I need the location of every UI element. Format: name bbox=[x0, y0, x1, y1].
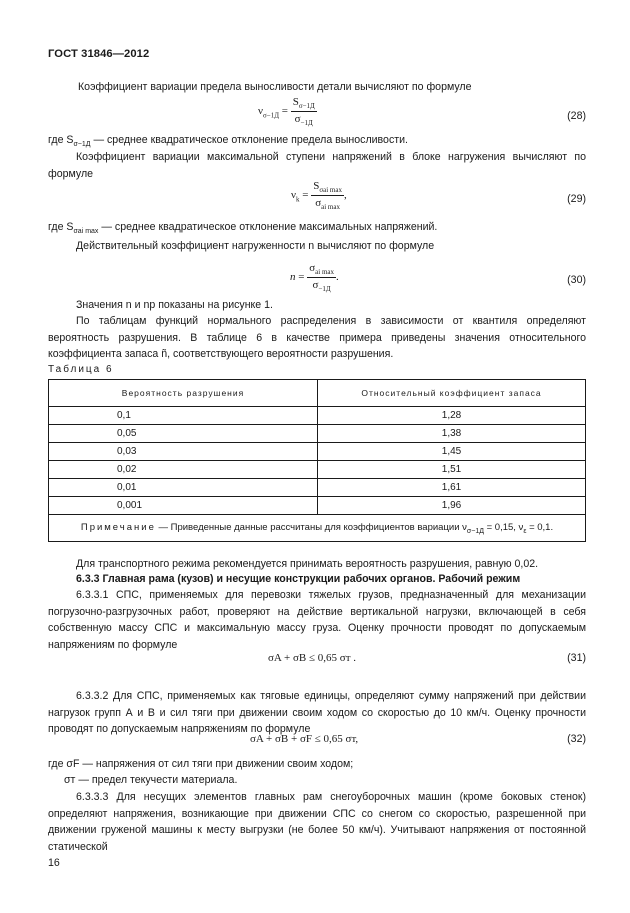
table-6-header-coefficient: Относительный коэффициент запаса bbox=[318, 380, 586, 407]
paragraph-def-sigma-t: σт — предел текучести материала. bbox=[64, 774, 238, 786]
paragraph-transport-mode: Для транспортного режима рекомендуется принимать вероятность разрушения, равную 0,02. bbox=[76, 558, 539, 570]
paragraph-def-sigma-f: где σF — напряжения от сил тяги при движении своим ходом; bbox=[48, 758, 354, 770]
equation-31: σA + σB ≤ 0,65 σт . bbox=[268, 652, 357, 664]
equation-28: $\nu_{\sigma-1Д}$ = $\frac{S_{\sigma-1Д}}{\sigma_{-1Д}}$ bbox=[258, 96, 315, 128]
table-6 bbox=[48, 379, 586, 542]
paragraph-cv-max-stage: Коэффициент вариации максимальной ступени напряжений в блоке нагружения вычисляют по формуле bbox=[48, 151, 586, 180]
paragraph-6-3-3-3: 6.3.3.3 Для несущих элементов главных рам снегоуборочных машин (кроме боковых стенок) определяют напряжения, возникающие при движении СПС со снегом со скоростью, разрешенной при движении груженой машины к месту выгрузки (не более 50 км/ч). Учитывают напряжения от постоянной статической bbox=[48, 791, 586, 853]
paragraph-normal-dist: По таблицам функций нормального распределения в зависимости от квантиля определяют вероятность разрушения. В таблице 6 в качестве примера приведены значения относительного коэффициента запаса ñ, соответствующего вероятности разрушения. bbox=[48, 315, 586, 360]
equation-28-number: (28) bbox=[567, 110, 586, 122]
paragraph-actual-load: Действительный коэффициент нагруженности n вычисляют по формуле bbox=[76, 240, 435, 252]
table-6-note: Примечание — Приведенные данные рассчитаны для коэффициентов вариации $\nu_{\sigma-1Д} = 0,15$, $\nu_\varepsilon = 0,1$. bbox=[49, 515, 586, 542]
table-row: 0,03 1,45 bbox=[49, 443, 586, 461]
paragraph-values-n: Значения n и nр показаны на рисунке 1. bbox=[76, 299, 273, 311]
equation-30: n = $\frac{\sigma_{ai max}}{\sigma_{-1Д}}$ . bbox=[290, 262, 339, 294]
table-6-caption: Таблица 6 bbox=[48, 364, 114, 375]
table-row: 0,001 1,96 bbox=[49, 497, 586, 515]
equation-29-number: (29) bbox=[567, 193, 586, 205]
equation-30-number: (30) bbox=[567, 274, 586, 286]
section-heading-6-3-3: 6.3.3 Главная рама (кузов) и несущие конструкции рабочих органов. Рабочий режим bbox=[76, 573, 521, 585]
paragraph-6-3-3-2: 6.3.3.2 Для СПС, применяемых как тяговые единицы, определяют сумму напряжений при действии нагрузок групп А и В и сил тяги при движении своим ходом со скоростью до 10 км/ч. Оценку прочности проводят по допускаемым напряжениям по формуле bbox=[48, 690, 586, 735]
equation-29: $\nu_k$ = $\frac{S_{\sigma ai max}}{\sigma_{ai max}}$ , bbox=[291, 180, 347, 212]
table-row: 0,1 1,28 bbox=[49, 407, 586, 425]
document-header: ГОСТ 31846—2012 bbox=[48, 48, 150, 60]
table-row: 0,02 1,51 bbox=[49, 461, 586, 479]
page-number: 16 bbox=[48, 857, 60, 869]
paragraph-cv-detail: Коэффициент вариации предела выносливости детали вычисляют по формуле bbox=[78, 81, 472, 93]
table-row: 0,01 1,61 bbox=[49, 479, 586, 497]
table-row: 0,05 1,38 bbox=[49, 425, 586, 443]
equation-32: σA + σB + σF ≤ 0,65 σт, bbox=[250, 733, 359, 745]
equation-31-number: (31) bbox=[567, 652, 586, 664]
equation-32-number: (32) bbox=[567, 733, 586, 745]
paragraph-def-s-max: где $S_{\sigma ai max}$ — среднее квадратическое отклонение максимальных напряжений. bbox=[48, 221, 438, 236]
paragraph-6-3-3-1: 6.3.3.1 СПС, применяемых для перевозки тяжелых грузов, предназначенный для механизации погрузочно-разгрузочных работ, проверяют на действие вертикальной нагрузки, включающей в себя собственную массу СПС и максимальную массу груза. Оценку прочности проводят по допускаемым напряжениям по формуле bbox=[48, 589, 586, 651]
table-6-header-probability: Вероятность разрушения bbox=[49, 380, 318, 407]
paragraph-def-s-sigma: где $S_{\sigma-1Д}$ — среднее квадратическое отклонение предела выносливости. bbox=[48, 134, 408, 149]
